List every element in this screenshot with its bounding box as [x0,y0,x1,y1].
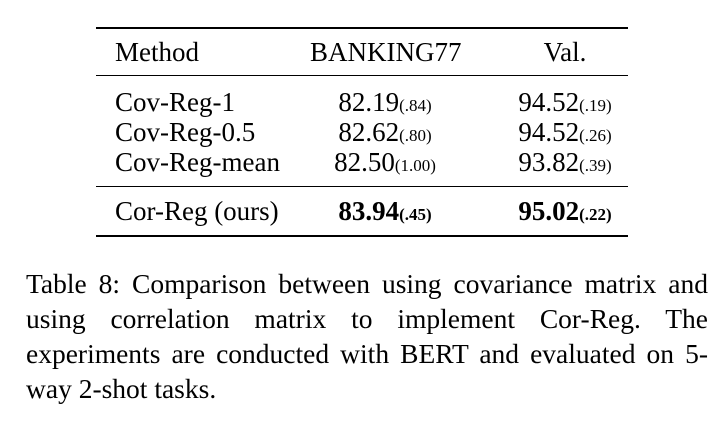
row-method: Cov-Reg-0.5 [115,117,256,147]
header-val: Val. [543,37,587,67]
row-method: Cov-Reg-mean [115,147,280,177]
row-val-value: 93.82(.39) [518,147,612,177]
row-val-value: 94.52(.19) [518,87,612,117]
row-val-value: 94.52(.26) [518,117,612,147]
row-banking-value: 82.62(.80) [338,117,432,147]
row-method: Cov-Reg-1 [115,87,235,117]
mid-rule [96,186,628,187]
bottom-rule [96,235,628,237]
table-caption: Table 8: Comparison between using covariance matrix and using correlation matrix to implement Cor-Reg. The experiments are conducted with BERT and evaluated on 5-way 2-shot tasks. [26,268,708,404]
top-rule [96,27,628,29]
row-banking-value: 82.19(.84) [338,87,432,117]
header-method: Method [115,37,199,67]
ours-val-value: 95.02(.22) [518,196,612,226]
header-rule [96,75,628,76]
row-banking-value: 82.50(1.00) [334,147,436,177]
header-banking77: BANKING77 [310,37,462,67]
ours-method: Cor-Reg (ours) [115,196,279,226]
ours-banking-value: 83.94(.45) [338,196,432,226]
